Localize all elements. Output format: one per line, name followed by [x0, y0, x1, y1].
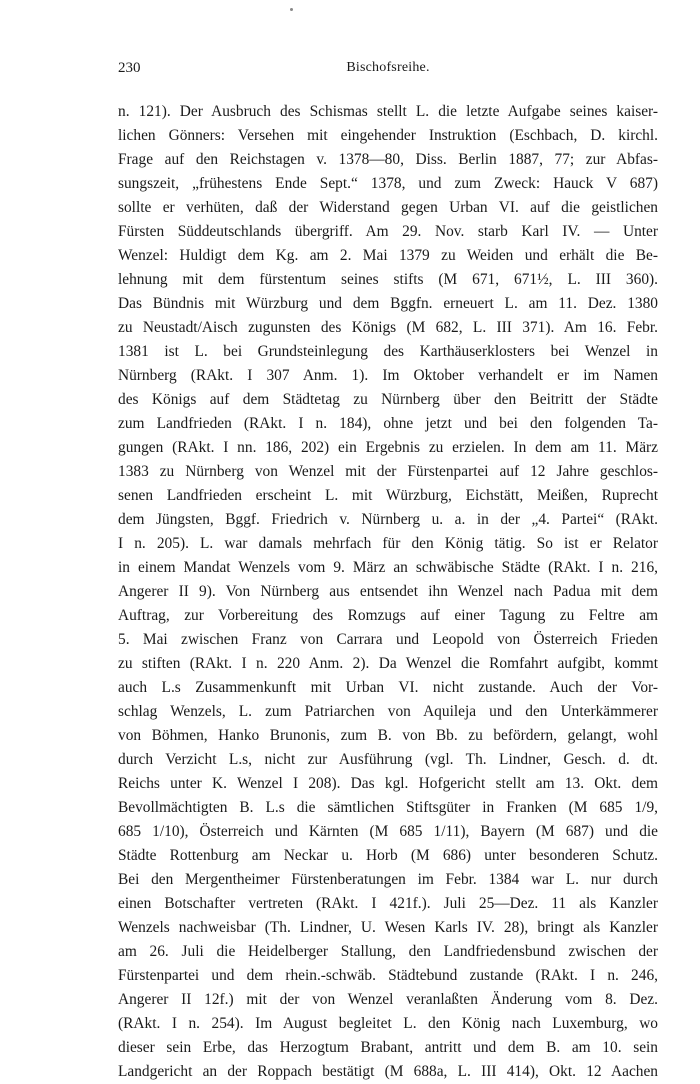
text-line: 1383 zu Nürnberg von Wenzel mit der Fürstenpartei auf 12 Jahre geschlos-: [118, 463, 658, 480]
text-line: 1381 ist L. bei Grundsteinlegung des Karthäuserklosters bei Wenzel in: [118, 343, 658, 360]
text-line: Wenzel: Huldigt dem Kg. am 2. Mai 1379 zu Weiden und erhält die Be-: [118, 247, 658, 264]
page-number: 230: [118, 60, 141, 76]
text-line: sollte er verhüten, daß der Widerstand gegen Urban VI. auf die geistlichen: [118, 199, 658, 216]
text-line: Bei den Mergentheimer Fürstenberatungen im Febr. 1384 war L. nur durch: [118, 871, 658, 888]
text-line: Angerer II 9). Von Nürnberg aus entsendet ihn Wenzel nach Padua mit dem: [118, 583, 658, 600]
text-line: Auftrag, zur Vorbereitung des Romzugs auf einer Tagung zu Feltre am: [118, 607, 658, 624]
text-line: gungen (RAkt. I nn. 186, 202) ein Ergebnis zu erzielen. In dem am 11. März: [118, 439, 658, 456]
text-line: von Böhmen, Hanko Brunonis, zum B. von Bb. zu befördern, gelangt, wohl: [118, 727, 658, 744]
text-line: schlag Wenzels, L. zum Patriarchen von Aquileja und den Unterkämmerer: [118, 703, 658, 720]
scan-speck: [290, 8, 293, 11]
text-line: des Königs auf dem Städtetag zu Nürnberg über den Beitritt der Städte: [118, 391, 658, 408]
running-title: Bischofsreihe.: [346, 60, 430, 75]
text-line: sungszeit, „frühestens Ende Sept.“ 1378, und zum Zweck: Hauck V 687): [118, 175, 658, 192]
text-line: dieser sein Erbe, das Herzogtum Brabant, antritt und dem B. am 10. sein: [118, 1039, 658, 1056]
text-line: Fürsten Süddeutschlands übergriff. Am 29. Nov. starb Karl IV. — Unter: [118, 223, 658, 240]
text-line: lehnung mit dem fürstentum seines stifts (M 671, 671½, L. III 360).: [118, 271, 658, 288]
text-line: Landgericht an der Roppach bestätigt (M 688a, L. III 414), Okt. 12 Aachen: [118, 1063, 658, 1080]
text-line: Das Bündnis mit Würzburg und dem Bggfn. erneuert L. am 11. Dez. 1380: [118, 295, 658, 312]
text-line: Städte Rottenburg am Neckar u. Horb (M 686) unter besonderen Schutz.: [118, 847, 658, 864]
text-line: Frage auf den Reichstagen v. 1378—80, Diss. Berlin 1887, 77; zur Abfas-: [118, 151, 658, 168]
page-header: [118, 60, 658, 82]
text-line: 685 1/10), Österreich und Kärnten (M 685 1/11), Bayern (M 687) und die: [118, 823, 658, 840]
text-line: 5. Mai zwischen Franz von Carrara und Leopold von Österreich Frieden: [118, 631, 658, 648]
text-line: Nürnberg (RAkt. I 307 Anm. 1). Im Oktober verhandelt er im Namen: [118, 367, 658, 384]
text-line: Wenzels nachweisbar (Th. Lindner, U. Wesen Karls IV. 28), bringt als Kanzler: [118, 919, 658, 936]
text-line: (RAkt. I n. 254). Im August begleitet L. den König nach Luxemburg, wo: [118, 1015, 658, 1032]
text-line: senen Landfrieden erscheint L. mit Würzburg, Eichstätt, Meißen, Ruprecht: [118, 487, 658, 504]
text-line: lichen Gönners: Versehen mit eingehender Instruktion (Eschbach, D. kirchl.: [118, 127, 658, 144]
text-line: zu stiften (RAkt. I n. 220 Anm. 2). Da Wenzel die Romfahrt aufgibt, kommt: [118, 655, 658, 672]
text-line: I n. 205). L. war damals mehrfach für den König tätig. So ist er Relator: [118, 535, 658, 552]
text-line: n. 121). Der Ausbruch des Schismas stellt L. die letzte Aufgabe seines kaiser-: [118, 103, 658, 120]
text-line: in einem Mandat Wenzels vom 9. März an schwäbische Städte (RAkt. I n. 216,: [118, 559, 658, 576]
text-line: Angerer II 12f.) mit der von Wenzel veranlaßten Änderung vom 8. Dez.: [118, 991, 658, 1008]
text-line: Bevollmächtigten B. L.s die sämtlichen Stiftsgüter in Franken (M 685 1/9,: [118, 799, 658, 816]
text-line: zu Neustadt/Aisch zugunsten des Königs (M 682, L. III 371). Am 16. Febr.: [118, 319, 658, 336]
text-line: Fürstenpartei und dem rhein.-schwäb. Städtebund zustande (RAkt. I n. 246,: [118, 967, 658, 984]
text-line: auch L.s Zusammenkunft mit Urban VI. nicht zustande. Auch der Vor-: [118, 679, 658, 696]
text-line: zum Landfrieden (RAkt. I n. 184), ohne jetzt und bei den folgenden Ta-: [118, 415, 658, 432]
text-line: dem Jüngsten, Bggf. Friedrich v. Nürnberg u. a. in der „4. Partei“ (RAkt.: [118, 511, 658, 528]
text-line: Reichs unter K. Wenzel I 208). Das kgl. Hofgericht stellt am 13. Okt. dem: [118, 775, 658, 792]
text-line: durch Verzicht L.s, nicht zur Ausführung (vgl. Th. Lindner, Gesch. d. dt.: [118, 751, 658, 768]
text-line: einen Botschafter vertreten (RAkt. I 421f.). Juli 25—Dez. 11 als Kanzler: [118, 895, 658, 912]
body-text: [118, 100, 658, 1084]
text-line: am 26. Juli die Heidelberger Stallung, den Landfriedensbund zwischen der: [118, 943, 658, 960]
